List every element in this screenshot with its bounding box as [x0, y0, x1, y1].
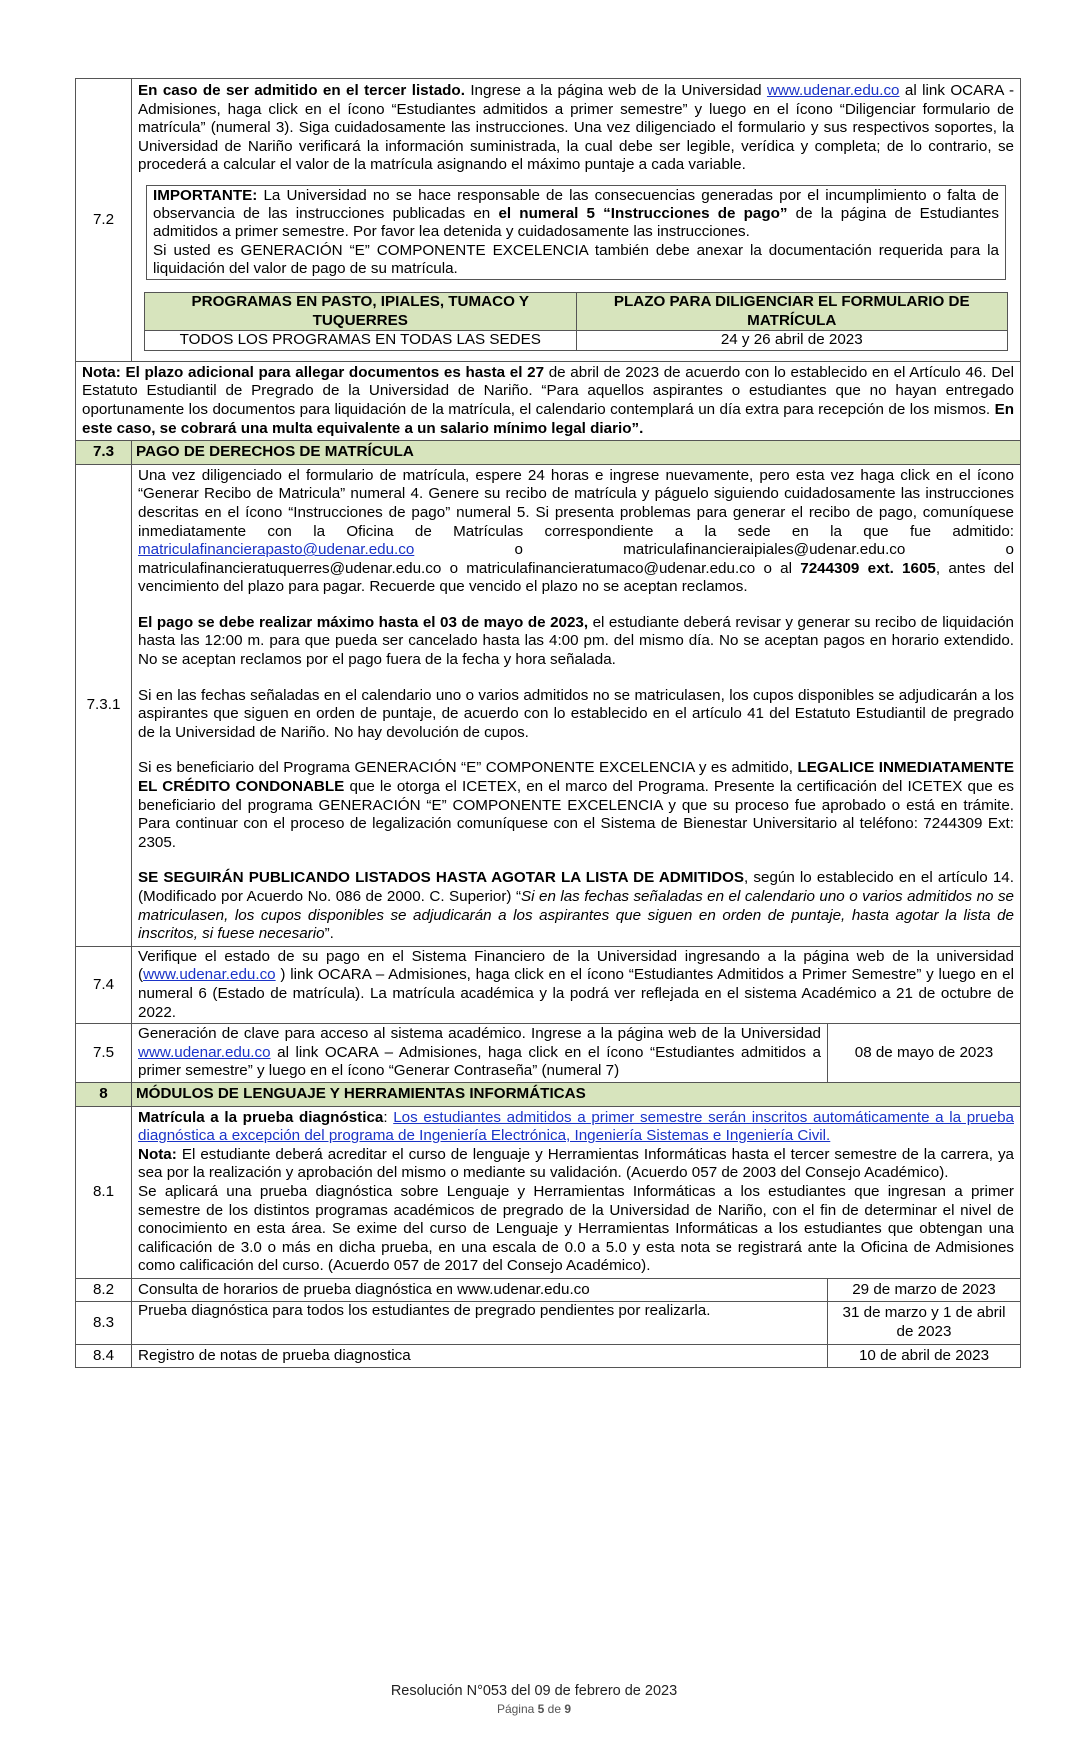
row-content: Consulta de horarios de prueba diagnóstica en www.udenar.edu.co: [132, 1278, 828, 1302]
deadline-table: [144, 292, 1008, 351]
row-date: 29 de marzo de 2023: [828, 1278, 1021, 1302]
row-8-4: [76, 1344, 1021, 1368]
row-7-2: [76, 79, 1021, 362]
row-number: 8.4: [76, 1344, 132, 1368]
row-7-4: [76, 946, 1021, 1023]
resolution-line: Resolución N°053 del 09 de febrero de 2023: [390, 1683, 678, 1699]
row-number: 7.3.1: [76, 464, 132, 946]
udenar-link[interactable]: www.udenar.edu.co: [766, 82, 900, 99]
text: ) link OCARA – Admisiones, haga click en el ícono “Estudiantes Admitidos a Primer Semestre” y luego en el numeral 6 (Estado de matrícula). La matrícula académica y la podrá ver reflejada en el sistema Académico a 21 de octubre de 2022.: [138, 966, 1014, 1021]
section-title: PAGO DE DERECHOS DE MATRÍCULA: [132, 441, 1021, 465]
row-content: [132, 1106, 1021, 1278]
text: , según lo establecido en el artículo 14. (Modificado por Acuerdo No. 086 de 2000. C. Superior) “: [138, 869, 1014, 906]
text: que le otorga el ICETEX, en el marco del Programa. Presente la certificación del ICETEX que es beneficiario del programa GENERACIÓN “E” COMPONENTE EXCELENCIA y que su proceso fue aprobado o está en trámite. Para continuar con el proceso de legalización comuníquese con el Sistema de Bienestar Universitario al teléfono: 7244309 Ext: 2305.: [138, 778, 1015, 851]
page-total: 9: [564, 1702, 572, 1716]
row-content: [132, 464, 1021, 946]
row-content: Registro de notas de prueba diagnostica: [132, 1344, 828, 1368]
udenar-link[interactable]: www.udenar.edu.co: [143, 966, 276, 984]
email-link-pasto[interactable]: matriculafinancierapasto@udenar.edu.co: [138, 541, 415, 559]
row-content: [132, 1024, 828, 1083]
row-number: 8.2: [76, 1278, 132, 1302]
row-nota: [76, 361, 1021, 440]
paragraph: [138, 82, 1014, 175]
text-bold: el numeral 5 “Instrucciones de pago”: [498, 205, 788, 223]
text: al link OCARA – Admisiones, haga click en el ícono “Estudiantes admitidos a primer semestre” y luego en el ícono “Generar Contraseña” (numeral 7): [138, 1043, 821, 1080]
table-cell: 24 y 26 abril de 2023: [576, 331, 1008, 351]
text: Generación de clave para acceso al sistema académico. Ingrese a la página web de la Universidad: [138, 1025, 821, 1043]
section-header-8: [76, 1082, 1021, 1106]
table-cell: TODOS LOS PROGRAMAS EN TODAS LAS SEDES: [145, 331, 577, 351]
text: , antes del vencimiento del plazo para pagar. Recuerde que vencido el plazo no se aceptan reclamos.: [138, 559, 1014, 596]
paragraph: [138, 869, 1014, 943]
text: :: [383, 1108, 394, 1126]
row-number: 7.4: [76, 946, 132, 1023]
text: ”.: [324, 925, 334, 943]
page-number-line: [0, 1702, 1068, 1716]
text: de abril de 2023 de acuerdo con lo establecido en el Artículo 46. Del Estatuto Estudiantil de Pregrado de la Universidad de Nariño. “Para aquellos aspirantes o estudiantes que no hayan entregado oportunamente los documentos para liquidación de la matrícula, el calendario contemplará un día extra para recepción de los mismos.: [82, 363, 1014, 418]
text: Se aplicará una prueba diagnóstica sobre Lenguaje y Herramientas Informáticas a los estudiantes que ingresan a primer semestre de los distintos programas académicos de pregrado de la Universidad de Nariño, con el fin de determinar el nivel de conocimiento en esta área. Se exime del curso de Lenguaje y Herramientas Informáticas a los estudiantes que obtengan una calificación de 3.0 o más en dicha prueba, en una escala de 0.0 a 5.0 y esta nota se registrará ante la Oficina de Admisiones como calificación del curso. (Acuerdo 057 de 2017 del Consejo Académico).: [138, 1182, 1014, 1275]
lead-bold: En caso de ser admitido en el tercer listado.: [138, 82, 465, 99]
paragraph: [138, 467, 1014, 597]
document-page: [75, 78, 1020, 1368]
text: El estudiante deberá acreditar el curso de lenguaje y Herramientas Informáticas hasta el tercer semestre de la carrera, ya sea por la realización y aprobación del mismo o mediante su validación. (Acuerdo 057 de 2003 del Consejo Académico).: [138, 1145, 1014, 1182]
row-date: 10 de abril de 2023: [828, 1344, 1021, 1368]
row-8-2: [76, 1278, 1021, 1302]
row-7-3-1: [76, 464, 1021, 946]
text: el estudiante deberá revisar y generar su recibo de liquidación hasta las 12:00 m. para que pueda ser cancelado hasta las 4:00 pm. del mismo día. No se aceptan pagos en horario extendido. No se aceptan reclamos por el pago fuera de la fecha y hora señalada.: [138, 613, 1014, 669]
row-number: 7.2: [76, 79, 132, 362]
page-label: Página: [496, 1702, 538, 1716]
text: al link OCARA - Admisiones, haga click en el ícono “Estudiantes admitidos a primer semestre” y luego en el ícono “Diligenciar formulario de matrícula” (numeral 3). Siga cuidadosamente las instrucciones. Una vez diligenciado el formulario y sus respectivos soportes, la Universidad de Nariño verificará la información suministrada, la cual debe ser legible, verídica y completa; de lo contrario, se procederá a calcular el valor de la matrícula asignando el máximo puntaje a cada variable.: [138, 82, 1015, 174]
text: Una vez diligenciado el formulario de matrícula, espere 24 horas e ingrese nuevamente, pero esta vez haga click en el ícono “Generar Recibo de Matricula” numeral 4. Genere su recibo de matrícula y páguelo siguiendo cuidadosamente las instrucciones descritas en el ícono “Instrucciones de pago” numeral 5. Si presenta problemas para generar el recibo de pago, comuníquese inmediatamente con la Oficina de Matrículas correspondiente a la sede en la que fue admitido:: [138, 466, 1014, 540]
row-content: [132, 946, 1021, 1023]
section-number: 7.3: [76, 441, 132, 465]
table-header: PROGRAMAS EN PASTO, IPIALES, TUMACO Y TUQUERRES: [145, 292, 577, 330]
row-8-1: [76, 1106, 1021, 1278]
important-box: [146, 185, 1006, 280]
phone-bold: 7244309 ext. 1605: [800, 559, 936, 577]
enrollment-link[interactable]: Los estudiantes admitidos a primer semestre serán inscritos automáticamente a la prueba diagnóstica a excepción del programa de Ingeniería Electrónica, Ingeniería Sistemas e Ingeniería Civil.: [138, 1108, 1014, 1145]
text: Si es beneficiario del Programa GENERACIÓN “E” COMPONENTE EXCELENCIA y es admitido,: [138, 759, 798, 777]
text: Ingrese a la página web de la Universidad: [464, 82, 767, 99]
nota-paragraph: [76, 361, 1021, 440]
page-number: 5: [537, 1702, 545, 1716]
paragraph: [138, 614, 1014, 670]
text: La Universidad no se hace responsable de las consecuencias generadas por el incumplimiento o falta de observancia de las instrucciones publicadas en: [153, 186, 999, 223]
section-title: MÓDULOS DE LENGUAJE Y HERRAMIENTAS INFORMÁTICAS: [132, 1082, 1021, 1106]
table-header: PLAZO PARA DILIGENCIAR EL FORMULARIO DE MATRÍCULA: [576, 292, 1008, 330]
row-number: 8.3: [76, 1302, 132, 1344]
row-number: 7.5: [76, 1024, 132, 1083]
page-of: de: [544, 1702, 565, 1716]
nota-label: Nota:: [138, 1145, 177, 1163]
section-number: 8: [76, 1082, 132, 1106]
row-7-5: [76, 1024, 1021, 1083]
row-content: [132, 79, 1021, 362]
row-date: 08 de mayo de 2023: [828, 1024, 1021, 1083]
text-bold: SE SEGUIRÁN PUBLICANDO LISTADOS HASTA AGOTAR LA LISTA DE ADMITIDOS: [138, 869, 745, 887]
text: Si usted es GENERACIÓN “E” COMPONENTE EXCELENCIA también debe anexar la documentación requerida para la liquidación del valor de pago de su matrícula.: [153, 241, 999, 277]
paragraph: Si en las fechas señaladas en el calendario uno o varios admitidos no se matriculasen, los cupos disponibles se adjudicarán a los aspirantes que siguen en orden de puntaje, de acuerdo con lo establecido en el artículo 41 del Estatuto Estudiantil de pregrado de la Universidad de Nariño. No hay devolución de cupos.: [138, 686, 1014, 741]
paragraph: [138, 759, 1014, 852]
row-content: Prueba diagnóstica para todos los estudiantes de pregrado pendientes por realizarla.: [132, 1302, 828, 1344]
important-label: IMPORTANTE:: [153, 186, 258, 204]
text-bold: Nota: El plazo adicional para allegar documentos es hasta el 27: [82, 363, 545, 381]
text-bold: Matrícula a la prueba diagnóstica: [138, 1108, 384, 1126]
text-bold: El pago se debe realizar máximo hasta el 03 de mayo de 2023,: [138, 613, 589, 631]
text-italic: Si en las fechas señaladas en el calendario uno o varios admitidos no se matriculasen, los cupos disponibles se adjudicarán a los aspirantes que siguen en orden de puntaje, hasta agotar la lista de inscritos, si fuese necesario: [138, 888, 1014, 943]
text: de la página de Estudiantes admitidos a primer semestre. Por favor lea detenida y cuidadosamente las instrucciones.: [153, 205, 999, 241]
text-bold: LEGALICE INMEDIATAMENTE EL CRÉDITO CONDONABLE: [138, 759, 1014, 796]
udenar-link[interactable]: www.udenar.edu.co: [138, 1043, 271, 1061]
text: Verifique el estado de su pago en el Sistema Financiero de la Universidad ingresando a la página web de la universidad (: [138, 947, 1014, 984]
row-date: 31 de marzo y 1 de abril de 2023: [828, 1302, 1021, 1344]
row-number: 8.1: [76, 1106, 132, 1278]
section-header-7-3: [76, 441, 1021, 465]
text: o matriculafinancieraipiales@udenar.edu.co o matriculafinancieratuquerres@udenar.edu.co o matriculafinancieratumaco@udenar.edu.co o al: [138, 541, 1014, 577]
calendar-table: [75, 78, 1021, 1368]
text-bold: En este caso, se cobrará una multa equivalente a un salario mínimo legal diario”.: [82, 400, 1014, 437]
row-8-3: [76, 1302, 1021, 1344]
